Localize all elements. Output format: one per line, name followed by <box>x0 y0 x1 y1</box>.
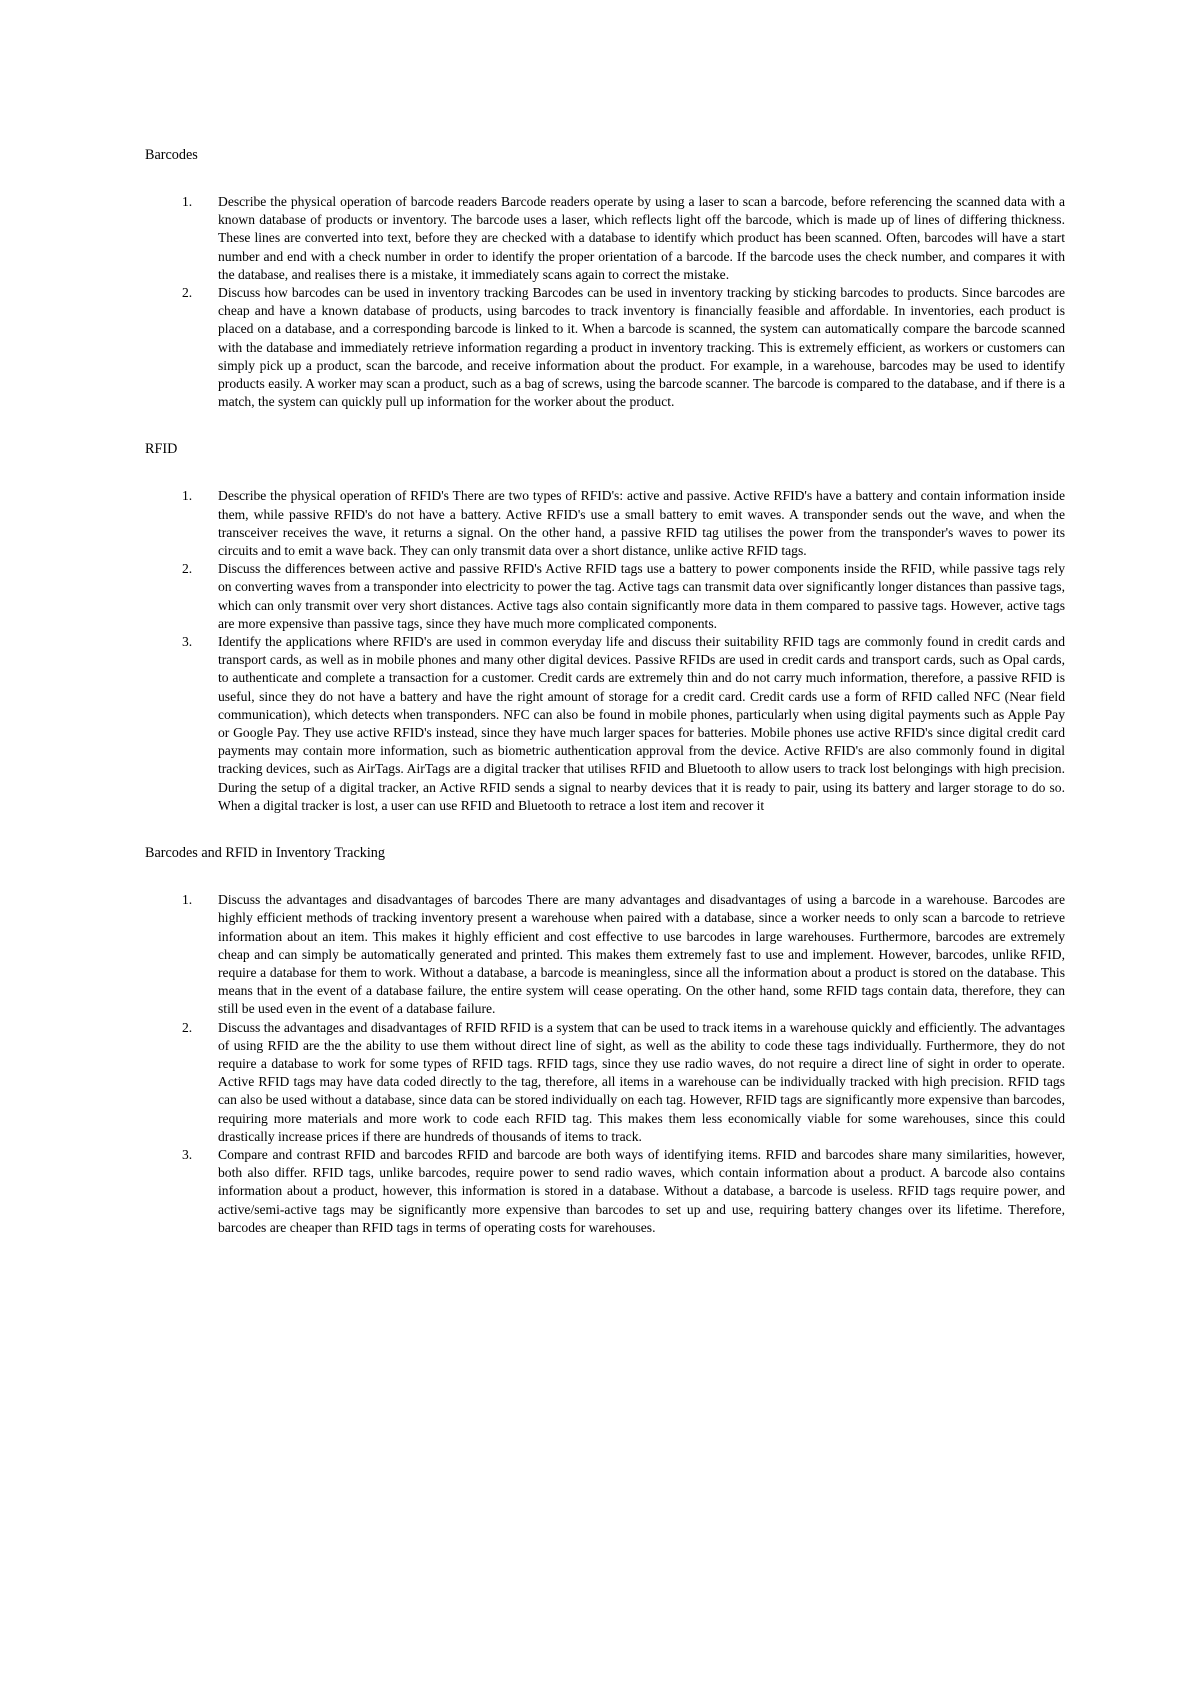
section-heading: RFID <box>145 441 178 458</box>
list-item-text: Discuss the advantages and disadvantages of RFID RFID is a system that can be used to track items in a warehouse quickly and efficiently. The advantages of using RFID are the the ability to use them without direct line of sight, as well as the ability to code these tags individually. Furthermore, they do not require a database to work for some types of RFID tags. RFID tags, since they use radio waves, do not require a direct line of sight in order to operate. Active RFID tags may have data coded directly to the tag, therefore, all items in a warehouse can be individually tracked with high precision. RFID tags can also be used without a database, since data can be stored individually on each tag. However, RFID tags are significantly more expensive than barcodes, requiring more materials and more work to code each RFID tag. This makes them less economically viable for some warehouses, since this could drastically increase prices if there are hundreds of thousands of items to track. <box>218 1019 1065 1144</box>
list-item <box>145 891 1065 1018</box>
list-item-text: Discuss the advantages and disadvantages of barcodes There are many advantages and disadvantages of using a barcode in a warehouse. Barcodes are highly efficient methods of tracking inventory present a warehouse when paired with a database, since a worker needs to only scan a barcode to retrieve information about an item. This makes it highly efficient and cost effective to use barcodes in large warehouses. Furthermore, barcodes are extremely cheap and can simply be automatically generated and printed. This makes them extremely fast to use and implement. However, barcodes, unlike RFID, require a database for them to work. Without a database, a barcode is meaningless, since all the information about a product is stored on the database. This means that in the event of a database failure, the entire system will cease operating. On the other hand, some RFID tags contain data, therefore, they can still be used even in the event of a database failure. <box>218 892 1065 1017</box>
document-body <box>145 146 1065 1266</box>
list-item-number: 3. <box>182 1146 193 1162</box>
list-item-text: Discuss how barcodes can be used in inventory tracking Barcodes can be used in inventory tracking by sticking barcodes to products. Since barcodes are cheap and have a known database of products, using barcodes to track inventory is financially feasible and affordable. In inventories, each product is placed on a database, and a corresponding barcode is linked to it. When a barcode is scanned, the system can automatically compare the barcode scanned with the database and immediately retrieve information regarding a product in inventory tracking. This is extremely efficient, as workers or customers can simply pick up a product, scan the barcode, and receive information about the product. For example, in a warehouse, barcodes may be used to identify products easily. A worker may scan a product, such as a bag of screws, using the barcode scanner. The barcode is compared to the database, and if there is a match, the system can quickly pull up information for the worker about the product. <box>218 285 1065 410</box>
list-item-number: 1. <box>182 194 193 209</box>
list-item-text: Describe the physical operation of barcode readers Barcode readers operate by using a laser to scan a barcode, before referencing the scanned data with a known database of products or inventory. The barcode uses a laser, which reflects light off the barcode, which is made up of lines of differing thickness. These lines are converted into text, before they are checked with a database to identify which product has been scanned. Often, barcodes will have a start number and end with a check number in order to identify the proper orientation of a barcode. If the barcode uses the check number, and compares it with the database, and realises there is a mistake, it immediately scans again to correct the mistake. <box>218 194 1065 282</box>
list-item-number: 1. <box>182 488 193 504</box>
section-barcodes <box>145 146 1065 411</box>
list-item <box>145 633 1065 815</box>
list-item-text: Describe the physical operation of RFID's There are two types of RFID's: active and passive. Active RFID's have a battery and contain information inside them, while passive RFID's do not have a battery. Active RFID's use a small battery to emit waves. A transponder sends out the wave, and when the transceiver receives the wave, it returns a signal. On the other hand, a passive RFID tag utilises the power from the transponder's waves to power its circuits and to emit a wave back. They can only transmit data over a short distance, unlike active RFID tags. <box>218 488 1065 559</box>
section-heading: Barcodes and RFID in Inventory Tracking <box>145 845 385 862</box>
list-item <box>145 193 1065 284</box>
section-rfid <box>145 440 1065 815</box>
list-item-number: 2. <box>182 561 193 577</box>
list-item-number: 2. <box>182 285 193 301</box>
list-item-number: 2. <box>182 1019 193 1035</box>
list-item-text: Discuss the differences between active and passive RFID's Active RFID tags use a battery to power components inside the RFID, while passive tags rely on converting waves from a transponder into electricity to power the tag. Active tags can transmit data over significantly longer distances than passive tags, which can only transmit over very short distances. Active tags also contain significantly more data in them compared to passive tags. However, active tags are more expensive than passive tags, since they have much more complicated components. <box>218 561 1065 631</box>
list-item-number: 3. <box>182 634 193 650</box>
numbered-list <box>145 193 1065 411</box>
list-item-text: Compare and contrast RFID and barcodes RFID and barcode are both ways of identifying items. RFID and barcodes share many similarities, however, both also differ. RFID tags, unlike barcodes, require power to send radio waves, which contain information about a product. A barcode also contains information about a product, however, this information is stored in a database. Without a database, a barcode is useless. RFID tags require power, and active/semi-active tags may be significantly more expensive than barcodes to set up and use, requiring battery changes over its lifetime. Therefore, barcodes are cheaper than RFID tags in terms of operating costs for warehouses. <box>218 1146 1065 1235</box>
section-heading: Barcodes <box>145 147 198 163</box>
list-item <box>145 284 1065 411</box>
list-item-text: Identify the applications where RFID's are used in common everyday life and discuss their suitability RFID tags are commonly found in credit cards and transport cards, as well as in mobile phones and many other digital devices. Passive RFIDs are used in credit cards and transport cards, such as Opal cards, to authenticate and complete a transaction for a customer. Credit cards are extremely thin and do not carry much information, therefore, a passive RFID is useful, since they do not have a battery and have the right amount of storage for a credit card. Credit cards use a form of RFID called NFC (Near field communication), which detects when transponders. NFC can also be found in mobile phones, particularly when using digital payments such as Apple Pay or Google Pay. They use active RFID's instead, since they have much larger spaces for batteries. Mobile phones use active RFID's since digital credit card payments may contain more information, such as biometric authentication approval from the device. Active RFID's are also commonly found in digital tracking devices, such as AirTags. AirTags are a digital tracker that utilises RFID and Bluetooth to allow users to track lost belongings with high precision. During the setup of a digital tracker, an Active RFID sends a signal to nearby devices that it is ready to pair, using its battery and larger storage to do so. When a digital tracker is lost, a user can use RFID and Bluetooth to retrace a lost item and recover it <box>218 634 1065 813</box>
list-item <box>145 1019 1065 1146</box>
numbered-list <box>145 891 1065 1237</box>
section-barcodes-and-rfid <box>145 844 1065 1237</box>
list-item <box>145 487 1065 560</box>
list-item-number: 1. <box>182 892 193 908</box>
numbered-list <box>145 487 1065 815</box>
list-item <box>145 1146 1065 1237</box>
list-item <box>145 560 1065 633</box>
